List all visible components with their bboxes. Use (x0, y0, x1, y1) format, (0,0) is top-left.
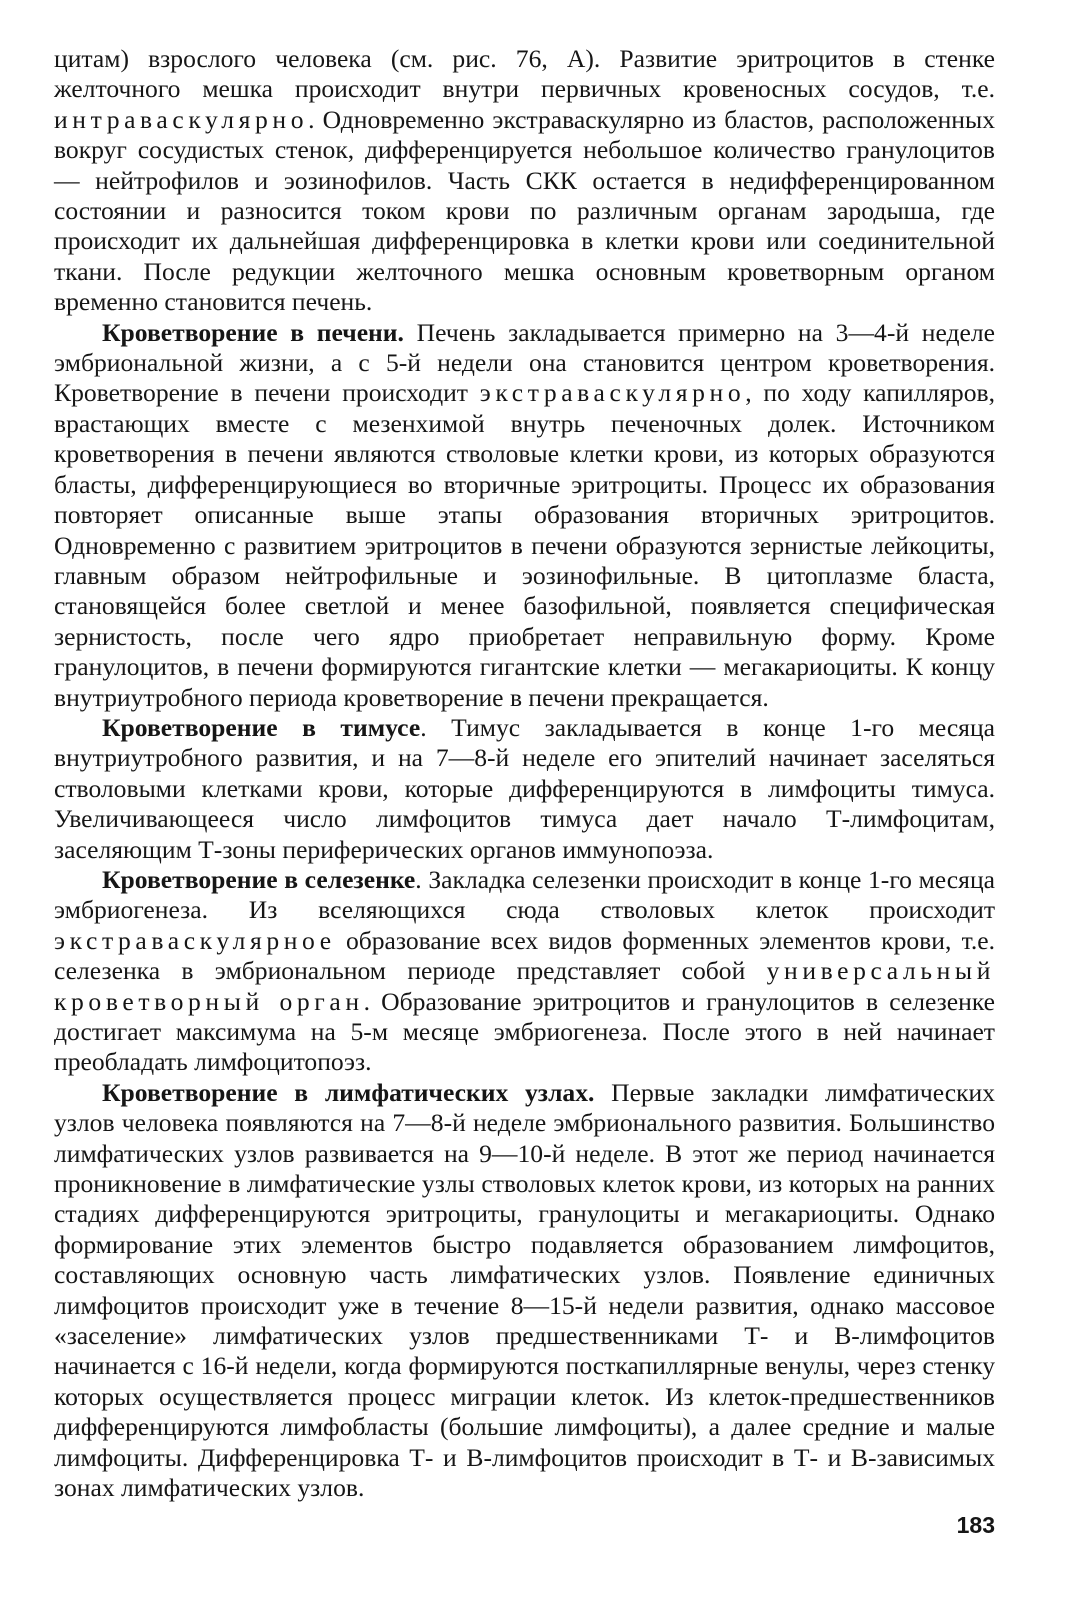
paragraph-text: . Одновременно экстраваскулярно из бластов, расположенных вокруг сосудистых стенок, дифференцируется небольшое количество гранулоцитов — нейтрофилов и эозинофилов. Часть СКК остается в недифференцированном состоянии и разносится током крови по различным органам зародыша, где происходит их дальнейшая дифференцировка в клетки крови или соединительной ткани. После редукции желточного мешка основным кроветворным органом временно становится печень. (54, 104, 995, 317)
paragraph-lymph-nodes (54, 1078, 995, 1504)
paragraph-text: . Тимус закладывается в конце 1-го месяца внутриутробного развития, и на 7—8-й неделе его эпителий начинает заселяться стволовыми клетками крови, которые дифференцируются в лимфоциты тимуса. Увеличивающееся число лимфоцитов тимуса дает начало Т-лимфоцитам, заселяющим Т-зоны периферических органов иммунопоэза. (54, 712, 996, 864)
paragraph-yolk-sac-continuation (54, 44, 995, 318)
body-text (54, 44, 995, 1504)
paragraph-text: . Закладка селезенки происходит в конце 1-го месяца эмбриогенеза. Из вселяющихся сюда стволовых клеток происходит (54, 864, 995, 925)
paragraph-text: Печень закладывается примерно на 3—4-й неделе эмбриональной жизни, а с 5-й недели она становится центром кроветворения. Кроветворение в печени происходит (54, 317, 995, 408)
paragraph-text: , по ходу капилляров, врастающих вместе с мезенхимой внутрь печеночных долек. Источником кроветворения в печени являются стволовые клетки крови, из которых образуются бласты, дифференцирующиеся во вторичные эритроциты. Процесс их образования повторяет описанные выше этапы образования вторичных эритроцитов. Одновременно с развитием эритроцитов в печени образуются зернистые лейкоциты, главным образом нейтрофильные и эозинофильные. В цитоплазме бласта, становящейся более светлой и менее базофильной, появляется специфическая зернистость, после чего ядро приобретает неправильную форму. Кроме гранулоцитов, в печени формируются гигантские клетки — мегакариоциты. К концу внутриутробного периода кроветворение в печени прекращается. (54, 378, 995, 712)
paragraph-heading: Кроветворение в печени. (102, 317, 404, 347)
paragraph-text: . Образование эритроцитов и гранулоцитов в селезенке достигает максимума на 5-м месяце эмбриогенеза. После этого в ней начинает преобладать лимфоцитопоэз. (54, 986, 995, 1077)
paragraph-heading: Кроветворение в селезенке (102, 864, 416, 894)
paragraph-heading: Кроветворение в лимфатических узлах. (102, 1077, 595, 1107)
spaced-emphasis: интраваскулярно (54, 104, 309, 134)
paragraph-text: цитам) взрослого человека (см. рис. 76, А). Развитие эритроцитов в стенке желточного мешка происходит внутри первичных кровеносных сосудов, т.е. (54, 44, 995, 104)
paragraph-text: образование всех видов форменных элементов крови, т.е. селезенка в эмбриональном периоде представляет собой (54, 925, 995, 986)
paragraph-liver (54, 318, 995, 713)
paragraph-text: Первые закладки лимфатических узлов человека появляются на 7—8-й неделе эмбрионального развития. Большинство лимфатических узлов развивается на 9—10-й неделе. В этот же период начинается проникновение в лимфатические узлы стволовых клеток крови, из которых на ранних стадиях дифференцируются эритроциты, гранулоциты и мегакариоциты. Однако формирование этих элементов быстро подавляется образованием лимфоцитов, составляющих основную часть лимфатических узлов. Появление единичных лимфоцитов происходит уже в течение 8—15-й недели развития, однако массовое «заселение» лимфатических узлов предшественниками Т- и В-лимфоцитов начинается с 16-й недели, когда формируются посткапиллярные венулы, через стенку которых осуществляется процесс миграции клеток. Из клеток-предшественников дифференцируются лимфобласты (большие лимфоциты), а далее средние и малые лимфоциты. Дифференцировка Т- и В-лимфоцитов происходит в Т- и В-зависимых зонах лимфатических узлов. (54, 1077, 995, 1503)
paragraph-heading: Кроветворение в тимусе (102, 712, 421, 742)
paragraph-thymus (54, 713, 995, 865)
paragraph-spleen (54, 865, 995, 1078)
spaced-emphasis: универсальный кроветворный орган (54, 956, 995, 1016)
spaced-emphasis: экстраваскулярное (54, 925, 336, 955)
page-number: 183 (956, 1512, 995, 1538)
spaced-emphasis: экстраваскулярно (479, 378, 746, 408)
